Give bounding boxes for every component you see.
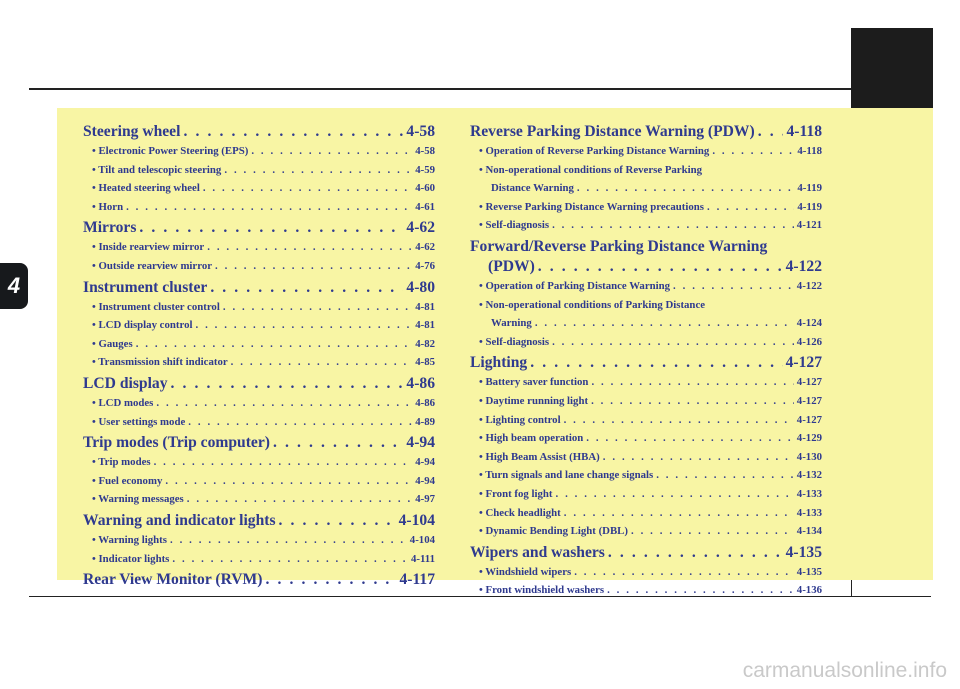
toc-item[interactable]: Warning . . . 4-124: [470, 314, 822, 333]
toc-item[interactable]: • LCD display control . . . 4-81: [83, 316, 435, 335]
toc-item[interactable]: • Battery saver function . . . 4-127: [470, 373, 822, 392]
toc-section-lcd-display[interactable]: LCD display . . . 4-86: [83, 374, 435, 394]
watermark: carmanualsonline.info: [742, 659, 947, 682]
toc-item[interactable]: • User settings mode . . . 4-89: [83, 413, 435, 432]
toc-item[interactable]: • LCD modes . . . 4-86: [83, 394, 435, 413]
toc-section-forward-reverse-pdw-cont[interactable]: (PDW) . . . 4-122: [470, 257, 822, 277]
toc-left-column: [83, 120, 435, 590]
toc-item[interactable]: • Windshield wipers . . . 4-135: [470, 563, 822, 582]
toc-item[interactable]: • Outside rearview mirror . . . 4-76: [83, 257, 435, 276]
corner-block: [851, 28, 933, 110]
toc-item[interactable]: • Tilt and telescopic steering . . . 4-59: [83, 161, 435, 180]
toc-section-mirrors[interactable]: Mirrors . . . 4-62: [83, 218, 435, 238]
toc-item[interactable]: • Front windshield washers . . . 4-136: [470, 581, 822, 600]
toc-item[interactable]: • Transmission shift indicator . . . 4-85: [83, 353, 435, 372]
toc-item[interactable]: • Trip modes . . . 4-94: [83, 453, 435, 472]
toc-item[interactable]: • Lighting control . . . 4-127: [470, 411, 822, 430]
toc-section-wipers-washers[interactable]: Wipers and washers . . . 4-135: [470, 543, 822, 563]
toc-item[interactable]: • Horn . . . 4-61: [83, 198, 435, 217]
toc-section-forward-reverse-pdw[interactable]: Forward/Reverse Parking Distance Warning: [470, 237, 768, 255]
toc-item[interactable]: • High beam operation . . . 4-129: [470, 429, 822, 448]
toc-section-instrument-cluster[interactable]: Instrument cluster . . . 4-80: [83, 278, 435, 298]
toc-section-trip-modes[interactable]: Trip modes (Trip computer) . . . 4-94: [83, 433, 435, 453]
toc-item[interactable]: Distance Warning . . . 4-119: [470, 179, 822, 198]
toc-item[interactable]: • Gauges . . . 4-82: [83, 335, 435, 354]
toc-item[interactable]: • High Beam Assist (HBA) . . . 4-130: [470, 448, 822, 467]
toc-item[interactable]: • Warning messages . . . 4-97: [83, 490, 435, 509]
toc-item[interactable]: • Check headlight . . . 4-133: [470, 504, 822, 523]
toc-item[interactable]: • Dynamic Bending Light (DBL) . . . 4-134: [470, 522, 822, 541]
toc-item[interactable]: • Daytime running light . . . 4-127: [470, 392, 822, 411]
toc-item[interactable]: • Front fog light . . . 4-133: [470, 485, 822, 504]
toc-item[interactable]: • Self-diagnosis . . . 4-121: [470, 216, 822, 235]
toc-item[interactable]: • Electronic Power Steering (EPS) . . . 4-58: [83, 142, 435, 161]
toc-item[interactable]: • Heated steering wheel . . . 4-60: [83, 179, 435, 198]
toc-section-rear-view-monitor[interactable]: Rear View Monitor (RVM) . . . 4-117: [83, 570, 435, 590]
toc-item[interactable]: • Self-diagnosis . . . 4-126: [470, 333, 822, 352]
toc-item[interactable]: • Warning lights . . . 4-104: [83, 531, 435, 550]
toc-item[interactable]: • Fuel economy . . . 4-94: [83, 472, 435, 491]
chapter-tab[interactable]: 4: [0, 263, 28, 309]
toc-section-reverse-pdw[interactable]: Reverse Parking Distance Warning (PDW) . . . 4-118: [470, 122, 822, 142]
toc-item[interactable]: • Non-operational conditions of Parking Distance: [479, 298, 706, 311]
toc-section-warning-lights[interactable]: Warning and indicator lights . . . 4-104: [83, 511, 435, 531]
toc-item[interactable]: • Non-operational conditions of Reverse Parking: [479, 163, 703, 176]
toc-section-steering[interactable]: Steering wheel . . . 4-58: [83, 122, 435, 142]
toc-item[interactable]: • Instrument cluster control . . . 4-81: [83, 298, 435, 317]
toc-item[interactable]: • Inside rearview mirror . . . 4-62: [83, 238, 435, 257]
top-rule: [29, 88, 931, 90]
toc-right-column: [470, 120, 822, 600]
toc-item[interactable]: • Reverse Parking Distance Warning precautions . . . 4-119: [470, 198, 822, 217]
toc-item[interactable]: • Turn signals and lane change signals . . . 4-132: [470, 466, 822, 485]
toc-item[interactable]: • Operation of Parking Distance Warning . . . 4-122: [470, 277, 822, 296]
toc-item[interactable]: • Indicator lights . . . 4-111: [83, 550, 435, 569]
toc-section-lighting[interactable]: Lighting . . . 4-127: [470, 353, 822, 373]
toc-item[interactable]: • Operation of Reverse Parking Distance Warning . . . 4-118: [470, 142, 822, 161]
